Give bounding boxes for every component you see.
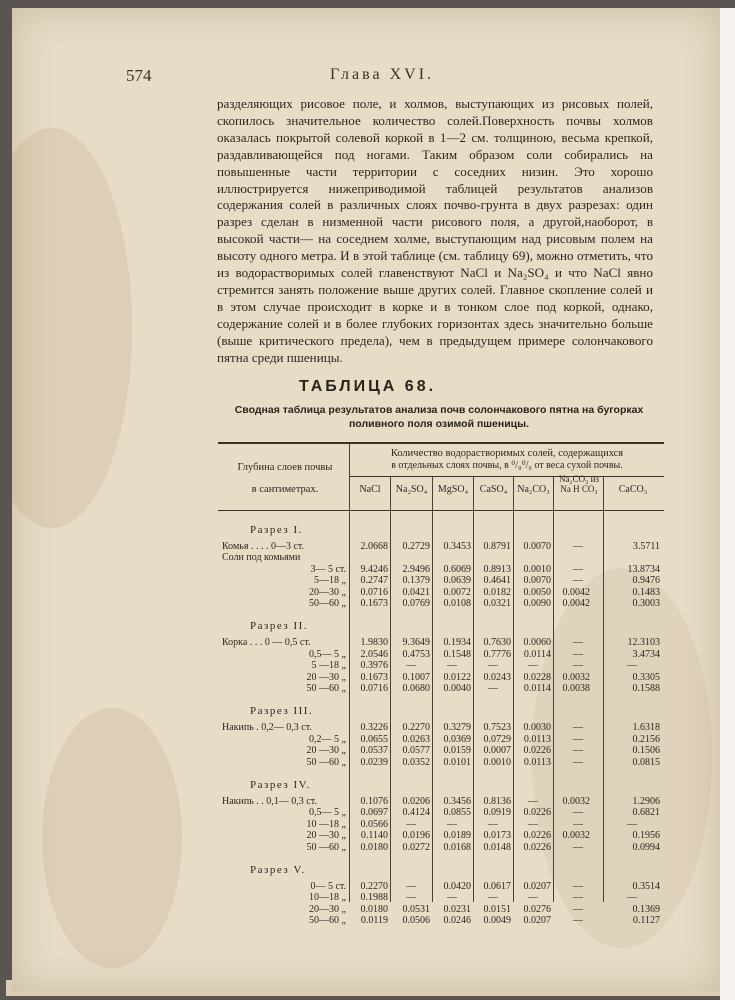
row-depth-label: 50 —60 „ — [306, 683, 346, 694]
table-cell: 0.0180 — [360, 841, 388, 853]
table-cell: 0.3456 — [443, 796, 471, 807]
table-cell: 0.0042 — [562, 598, 590, 609]
table-cell: 0.1506 — [632, 745, 660, 757]
table-cell: 0.0173 — [483, 830, 511, 842]
row-depth-label: 10 —18 „ — [306, 818, 346, 830]
col-header-caco3: CaCO₃ — [618, 484, 648, 495]
table-cell: 0.0420 — [443, 881, 471, 892]
col-header-na2so4: Na₂SO₄ — [395, 484, 428, 495]
table-cell: 0.0180 — [360, 903, 388, 915]
table-cell: 0.0729 — [483, 733, 511, 745]
table-cell: 0.1483 — [632, 586, 660, 598]
table-cell: — — [573, 722, 583, 734]
row-depth-label: 5—18 „ — [314, 575, 346, 587]
row-depth-label: 50 —60 „ — [306, 841, 346, 853]
table-cell: 0.0010 — [523, 563, 551, 575]
table-cell: 0.2156 — [632, 733, 660, 745]
table-cell: 0.0113 — [523, 733, 551, 745]
group-header-line1: Количество водорастворимых солей, содержащихся — [390, 448, 624, 459]
table-cell: — — [406, 892, 416, 904]
table-cell: 13.8734 — [627, 563, 660, 575]
table-cell: 0.1673 — [360, 671, 388, 683]
table-cell: 0.0506 — [402, 915, 430, 927]
row-depth-label: 0,2— 5 „ — [309, 733, 346, 745]
table-cell: 0.1007 — [402, 671, 430, 683]
table-cell: 2.0546 — [360, 648, 388, 660]
table-cell: — — [447, 892, 457, 904]
table-cell: 0.3226 — [360, 722, 388, 734]
table-cell: 0.9476 — [632, 575, 660, 587]
table-cell: 0.1988 — [360, 892, 388, 904]
table-cell: — — [627, 660, 637, 672]
table-cell: 0.0226 — [523, 830, 551, 842]
col-header-mgso4: MgSO₄ — [437, 484, 469, 495]
table-cell: 0.0207 — [523, 915, 551, 927]
table-cell: 0.0032 — [562, 830, 590, 842]
row-depth-label: Корка . . . 0 — 0,5 ст. — [222, 637, 311, 649]
table-cell: 0.0272 — [402, 841, 430, 853]
table-cell: — — [488, 660, 498, 672]
table-cell: 9.4246 — [360, 563, 388, 575]
table-cell: 0.1140 — [360, 830, 388, 842]
table-cell: 0.0182 — [483, 586, 511, 598]
table-cell: 0.0119 — [360, 915, 388, 927]
table-cell: 0.0010 — [483, 756, 511, 768]
table-heading: ТАБЛИЦА 68. — [298, 378, 437, 395]
table-cell: 0.0032 — [562, 671, 590, 683]
row-depth-label: 0,5— 5 „ — [309, 648, 346, 660]
table-cell: 0.0655 — [360, 733, 388, 745]
table-cell: 0.0617 — [483, 881, 511, 892]
table-cell: — — [406, 881, 416, 892]
table-cell: 0.0151 — [483, 903, 511, 915]
table-cell: — — [573, 563, 583, 575]
table-cell: 0.0207 — [523, 881, 551, 892]
table-cell: 0.2747 — [360, 575, 388, 587]
table-cell: 0.4124 — [402, 807, 430, 819]
section-title: Разрез IV. — [250, 779, 311, 791]
table-cell: 0.0108 — [443, 598, 471, 609]
body-paragraph: разделяющих рисовое поле, и холмов, выступающих из рисовых полей, скопилось значительное количество солей.Поверхность почвы холмов оказалась покрытой солевой коркой в 1—2 см. толщиною, весьма крепкой, раздавливающейся под ногами. Таким образом соли собирались на повышенные части территории с соседних низин. Это хорошо иллюстрируется нижеприводимой таблицей результатов анализов содержания солей в различных слоях почво-грунта в двух разрезах: один разрез сделан в низменной части рисового поля, а другой,наоборот, в высокой части— на соседнем холме, выступающим над рисовым полем на высоту одного метра. И в этой таблице (см. таблицу 69), можно отметить, что из водорастворимых солей главенствуют NaCl и Na₂SO₄ и что NaCl явно стремится занять положение выше других солей. Главное скопление солей и в этом случае происходит в корке и в тонком слое под коркой, однако, содержание солей и в более глубоких горизонтах здесь значительно больше (выше критического предела), чем в предыдущем примере солончакового пятна среди пшеницы. — [217, 96, 653, 365]
table-cell: 0.0815 — [632, 756, 660, 768]
col-header-nacl: NaCl — [359, 484, 381, 495]
table-cell: 0.0716 — [360, 683, 388, 694]
table-cell: 0.0226 — [523, 745, 551, 757]
table-cell: 0.1369 — [632, 903, 660, 915]
row-depth-label: 20—30 „ — [309, 586, 346, 598]
row-depth-label: Комья . . . . 0—3 ст. — [222, 541, 305, 552]
table-cell: 0.4641 — [483, 575, 511, 587]
row-depth-label: 20—30 „ — [309, 903, 346, 915]
table-cell: — — [573, 881, 583, 892]
table-cell: 0.0189 — [443, 830, 471, 842]
table-cell: 0.0226 — [523, 807, 551, 819]
table-cell: 0.2729 — [402, 541, 430, 552]
table-cell: — — [573, 745, 583, 757]
table-cell: — — [488, 818, 498, 830]
table-cell: 0.0537 — [360, 745, 388, 757]
table-cell: 3.5711 — [632, 541, 660, 552]
table-cell: 12.3103 — [627, 637, 660, 649]
row-depth-label: 10—18 „ — [309, 892, 346, 904]
table-cell: 0.0070 — [523, 541, 551, 552]
table-cell: — — [573, 915, 583, 927]
table-cell: — — [406, 660, 416, 672]
table-cell: — — [573, 841, 583, 853]
table-cell: 2.0668 — [360, 541, 388, 552]
table-cell: 0.0007 — [483, 745, 511, 757]
table-cell: 0.2270 — [360, 881, 388, 892]
table-cell: — — [528, 818, 538, 830]
section-title: Разрез I. — [250, 524, 303, 536]
table-cell: — — [573, 892, 583, 904]
row-depth-label: 20 —30 „ — [306, 671, 346, 683]
row-depth-label: 50 —60 „ — [306, 756, 346, 768]
table-cell: — — [627, 892, 637, 904]
table-cell: 0.0263 — [402, 733, 430, 745]
page-number: 574 — [126, 66, 152, 85]
table-cell: 0.0030 — [523, 722, 551, 734]
table-cell: — — [406, 818, 416, 830]
table-cell: 0.0855 — [443, 807, 471, 819]
table-cell: 0.1379 — [402, 575, 430, 587]
table-cell: 0.0038 — [562, 683, 590, 694]
row-depth-label: 0— 5 ст. — [310, 881, 346, 892]
table-cell: 0.0680 — [402, 683, 430, 694]
depth-header-line2: в сантиметрах. — [251, 484, 319, 495]
table-cell: — — [573, 648, 583, 660]
row-depth-label: Накипь . . 0,1— 0,3 ст. — [222, 796, 317, 807]
table-cell: — — [488, 683, 498, 694]
table-cell: 0.7523 — [483, 722, 511, 734]
table-cell: 0.6069 — [443, 563, 471, 575]
table-cell: 0.1956 — [632, 830, 660, 842]
row-depth-label: 5 —18 „ — [311, 660, 346, 672]
table-cell: — — [573, 818, 583, 830]
table-cell: 0.0114 — [523, 648, 551, 660]
table-cell: 0.1934 — [443, 637, 471, 649]
table-cell: 0.6821 — [632, 807, 660, 819]
table-cell: 0.0032 — [562, 796, 590, 807]
table-cell: — — [447, 660, 457, 672]
table-cell: 0.0228 — [523, 671, 551, 683]
table-cell: 0.0042 — [562, 586, 590, 598]
table-cell: 0.0226 — [523, 841, 551, 853]
table-cell: 0.0070 — [523, 575, 551, 587]
table-cell: 0.1076 — [360, 796, 388, 807]
table-cell: 0.3003 — [632, 598, 660, 609]
table-cell: 0.3514 — [632, 881, 660, 892]
table-cell: 0.0994 — [632, 841, 660, 853]
table-cell: 0.0231 — [443, 903, 471, 915]
col-header-na2co3: Na₂CO₃ — [517, 484, 550, 495]
table-cell: 0.0566 — [360, 818, 388, 830]
table-cell: 0.0697 — [360, 807, 388, 819]
table-cell: 0.3279 — [443, 722, 471, 734]
table-cell: 0.1127 — [632, 915, 660, 927]
table-caption: Сводная таблица результатов анализа почв солончакового пятна на бугорках поливного поля озимой пшеницы. — [234, 404, 644, 430]
table-cell: 0.1548 — [443, 648, 471, 660]
table-cell: 0.0421 — [402, 586, 430, 598]
row-depth-label: 20 —30 „ — [306, 830, 346, 842]
table-cell: 0.8136 — [483, 796, 511, 807]
row-depth-label: 20 —30 „ — [306, 745, 346, 757]
table-cell: 0.7776 — [483, 648, 511, 660]
table-cell: 1.2906 — [632, 796, 660, 807]
table-cell: 0.0040 — [443, 683, 471, 694]
table-cell: 0.0243 — [483, 671, 511, 683]
table-cell: — — [573, 807, 583, 819]
table-cell: 0.8791 — [483, 541, 511, 552]
table-cell: 0.0050 — [523, 586, 551, 598]
table-cell: 0.0239 — [360, 756, 388, 768]
table-cell: 0.1673 — [360, 598, 388, 609]
table-cell: 0.0769 — [402, 598, 430, 609]
table-cell: 0.0276 — [523, 903, 551, 915]
row-depth-label: Соли под комьями — [222, 552, 301, 564]
table-cell: 0.8913 — [483, 563, 511, 575]
chapter-title: Глава XVI. — [330, 66, 435, 83]
table-cell: 0.0577 — [402, 745, 430, 757]
table-cell: — — [528, 892, 538, 904]
col-header-caso4: CaSO₄ — [479, 484, 508, 495]
table-cell: 0.3976 — [360, 660, 388, 672]
table-cell: — — [573, 903, 583, 915]
table-cell: 0.7630 — [483, 637, 511, 649]
table-cell: 0.0716 — [360, 586, 388, 598]
table-cell: 0.0113 — [523, 756, 551, 768]
row-depth-label: 50—60 „ — [309, 598, 346, 609]
col-header-na2co3-from-nahco3: Na₂CO₃ из Na H CO₃ — [559, 474, 599, 494]
table-cell: 0.3453 — [443, 541, 471, 552]
table-cell: — — [488, 892, 498, 904]
row-depth-label: 3— 5 ст. — [310, 563, 346, 575]
table-cell: — — [573, 733, 583, 745]
table-cell: 0.0196 — [402, 830, 430, 842]
table-cell: 9.3649 — [402, 637, 430, 649]
table-cell: 0.0159 — [443, 745, 471, 757]
table-cell: 0.2270 — [402, 722, 430, 734]
table-cell: 0.0919 — [483, 807, 511, 819]
table-cell: — — [573, 756, 583, 768]
table-cell: 0.0246 — [443, 915, 471, 927]
table-cell: 0.0531 — [402, 903, 430, 915]
table-cell: 0.0352 — [402, 756, 430, 768]
table-cell: 0.0090 — [523, 598, 551, 609]
table-cell: 0.0101 — [443, 756, 471, 768]
table-cell: — — [573, 575, 583, 587]
table-cell: 1.9830 — [360, 637, 388, 649]
table-cell: — — [573, 660, 583, 672]
table-cell: 0.0114 — [523, 683, 551, 694]
table-cell: — — [573, 541, 583, 552]
table-cell: 0.3305 — [632, 671, 660, 683]
table-cell: 0.0206 — [402, 796, 430, 807]
section-title: Разрез II. — [250, 620, 309, 633]
table-cell: — — [528, 796, 538, 807]
section-title: Разрез III. — [250, 705, 314, 718]
table-cell: 0.0049 — [483, 915, 511, 927]
group-header-line2: в отдельных слоях почвы, в ⁰/₀⁰/₀ от веса сухой почвы. — [391, 460, 623, 471]
table-cell: — — [627, 818, 637, 830]
table-cell: 2.9496 — [402, 563, 430, 575]
table-cell: — — [528, 660, 538, 672]
section-title: Разрез V. — [250, 864, 306, 876]
table-cell: — — [447, 818, 457, 830]
table-cell: 0.0168 — [443, 841, 471, 853]
table-cell: 0.0122 — [443, 671, 471, 683]
depth-header-line1: Глубина слоев почвы — [237, 462, 333, 473]
row-depth-label: Накипь . 0,2— 0,3 ст. — [222, 722, 312, 734]
table-cell: 0.4753 — [402, 648, 430, 660]
table-cell: 1.6318 — [632, 722, 660, 734]
row-depth-label: 50—60 „ — [309, 915, 346, 927]
table-cell: 3.4734 — [632, 648, 660, 660]
row-depth-label: 0,5— 5 „ — [309, 807, 346, 819]
table-cell: 0.0072 — [443, 586, 471, 598]
table-cell: — — [573, 637, 583, 649]
table-cell: 0.0321 — [483, 598, 511, 609]
table-cell: 0.0639 — [443, 575, 471, 587]
table-cell: 0.1588 — [632, 683, 660, 694]
table-cell: 0.0148 — [483, 841, 511, 853]
table-cell: 0.0060 — [523, 637, 551, 649]
table-cell: 0.0369 — [443, 733, 471, 745]
